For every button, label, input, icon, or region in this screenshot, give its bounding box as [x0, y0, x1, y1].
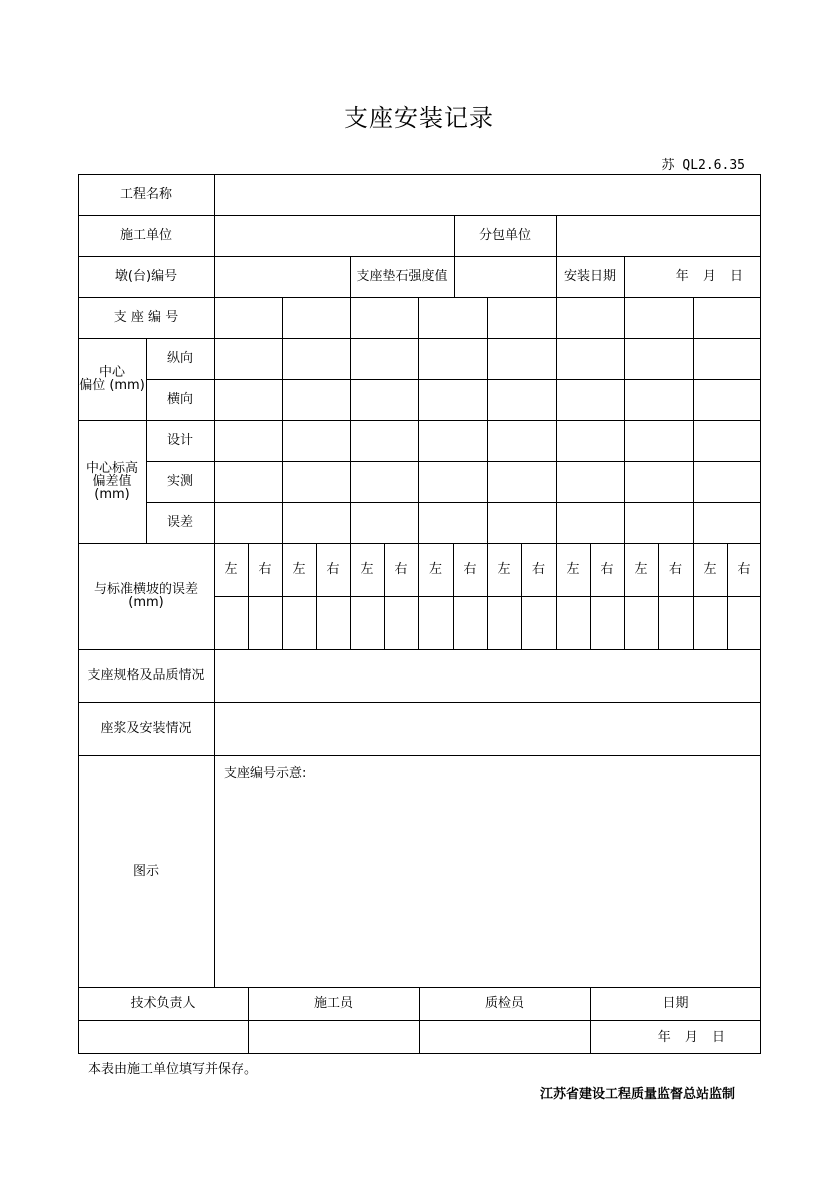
inspector-sign-field[interactable]: [419, 1020, 590, 1054]
inspector-label: 质检员: [484, 996, 524, 1011]
spec-quality-label: 支座规格及品质情况: [87, 668, 205, 683]
construction-unit-label: 施工单位: [119, 228, 172, 243]
signoff-date-field[interactable]: 年 月 日: [657, 1029, 725, 1045]
right-label: 右: [258, 562, 272, 577]
left-label: 左: [566, 562, 580, 577]
page-title: 支座安装记录: [344, 104, 494, 132]
right-label: 右: [394, 562, 408, 577]
tech-lead-label: 技术负责人: [130, 996, 196, 1011]
record-form: [78, 174, 761, 1054]
left-label: 左: [428, 562, 442, 577]
left-label: 左: [224, 562, 238, 577]
design-label: 设计: [166, 433, 193, 448]
left-label: 左: [292, 562, 306, 577]
transverse-label: 横向: [166, 392, 193, 407]
error-label: 误差: [166, 515, 193, 530]
pad-strength-field[interactable]: [454, 256, 556, 297]
pier-no-field[interactable]: [214, 256, 350, 297]
footer-note: 本表由施工单位填写并保存。: [88, 1062, 258, 1077]
tech-lead-sign-field[interactable]: [78, 1020, 248, 1054]
install-date-label: 安装日期: [563, 269, 616, 284]
bearing-no-label: 支 座 编 号: [113, 310, 179, 325]
elevation-deviation-label: 中心标高 偏差值 (mm): [85, 461, 138, 502]
subcontract-unit-field[interactable]: [556, 215, 761, 256]
project-name-field[interactable]: [214, 174, 761, 215]
right-label: 右: [326, 562, 340, 577]
right-label: 右: [531, 562, 545, 577]
right-label: 右: [668, 562, 682, 577]
project-name-label: 工程名称: [119, 187, 172, 202]
right-label: 右: [600, 562, 614, 577]
longitudinal-label: 纵向: [166, 351, 193, 366]
left-label: 左: [703, 562, 717, 577]
left-label: 左: [497, 562, 511, 577]
center-offset-label: 中心 偏位 (mm): [79, 365, 145, 393]
spec-quality-field[interactable]: [214, 649, 761, 702]
slope-error-label: 与标准横坡的误差 (mm): [93, 582, 198, 610]
diagram-hint: 支座编号示意:: [224, 766, 307, 781]
mortar-install-label: 座浆及安装情况: [100, 721, 192, 736]
diagram-area[interactable]: [214, 755, 761, 987]
issuer: 江苏省建设工程质量监督总站监制: [539, 1087, 735, 1102]
form-code: 苏 QL2.6.35: [661, 158, 745, 173]
left-label: 左: [360, 562, 374, 577]
right-label: 右: [463, 562, 477, 577]
right-label: 右: [737, 562, 751, 577]
builder-sign-field[interactable]: [248, 1020, 419, 1054]
measured-label: 实测: [166, 474, 193, 489]
construction-unit-field[interactable]: [214, 215, 454, 256]
install-date-field[interactable]: 年 月 日: [675, 269, 743, 284]
builder-label: 施工员: [313, 996, 353, 1011]
left-label: 左: [634, 562, 648, 577]
pier-no-label: 墩(台)编号: [114, 269, 178, 284]
pad-strength-label: 支座垫石强度值: [356, 269, 448, 284]
diagram-label: 图示: [132, 863, 159, 879]
subcontract-unit-label: 分包单位: [478, 228, 531, 243]
date-label: 日期: [662, 996, 689, 1011]
mortar-install-field[interactable]: [214, 702, 761, 755]
